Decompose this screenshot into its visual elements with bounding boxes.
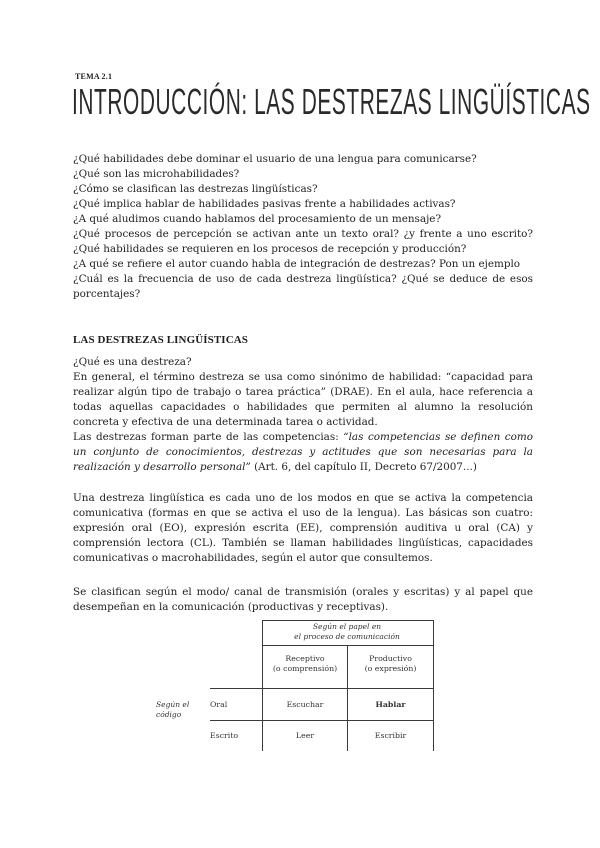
table-rule (210, 688, 434, 689)
cell-listen: Escuchar (286, 700, 324, 709)
column-header-line: (o comprensión) (272, 664, 338, 673)
definition-text: En general, el término destreza se usa como sinónimo de habilidad: “capacidad para realizar algún tipo de trabajo o tarea práctica” (DRAE). En el aula, hace referencia a todas aquellas capacidades o habilidades que permiten al alumno la resolución concreta y efectiva de una determinada tarea o actividad. (73, 371, 533, 428)
question-item: ¿Cuál es la frecuencia de uso de cada destreza lingüística? ¿Qué se deduce de esos porcentajes? (73, 273, 533, 300)
row-label-oral: Oral (210, 700, 228, 709)
skills-classification-table (150, 620, 440, 751)
table-caption-line: el proceso de comunicación (294, 632, 400, 641)
question-item: ¿Cómo se clasifican las destrezas lingüísticas? (73, 183, 318, 195)
row-group-label (156, 700, 189, 720)
question-item: ¿Qué habilidades debe dominar el usuario de una lengua para comunicarse? (73, 153, 477, 165)
table-rule (262, 645, 434, 646)
column-header-line: (o expresión) (364, 664, 417, 673)
section-heading: LAS DESTREZAS LINGÜÍSTICAS (73, 334, 248, 346)
definition-paragraph (73, 355, 533, 475)
cell-read: Leer (295, 731, 315, 740)
question-item: ¿A qué se refiere el autor cuando habla de integración de destrezas? Pon un ejemplo (73, 258, 521, 270)
competencies-intro: Las destrezas forman parte de las competencias: (73, 431, 344, 443)
question-item: ¿Qué son las microhabilidades? (73, 168, 240, 180)
question-item: ¿Qué implica hablar de habilidades pasivas frente a habilidades activas? (73, 198, 456, 210)
row-group-label-line: código (156, 710, 182, 719)
question-item: ¿A qué aludimos cuando hablamos del procesamiento de un mensaje? (73, 213, 442, 225)
column-header-line: Receptivo (285, 654, 325, 663)
competencies-source: (Art. 6, del capítulo II, Decreto 67/2007...) (250, 461, 477, 473)
row-label-written: Escrito (210, 731, 239, 740)
competencies-text (73, 430, 533, 475)
column-header-receptive (263, 654, 347, 674)
definition-question: ¿Qué es una destreza? (73, 356, 192, 368)
table-caption-line: Según el papel en (312, 622, 382, 631)
table-rule (433, 620, 434, 751)
column-header-productive (348, 654, 433, 674)
table-rule (262, 620, 434, 621)
table-rule (210, 720, 434, 721)
competencies-quote: “las competencias se definen como un conjunto de conocimientos, destrezas y actitudes que son necesarias para la realización y desarrollo personal” (73, 431, 533, 473)
cell-write: Escribir (374, 731, 407, 740)
table-caption (262, 622, 432, 642)
question-list (73, 152, 533, 302)
cell-speak: Hablar (375, 700, 406, 709)
page-title: INTRODUCCIÓN: LAS DESTREZAS LINGÜÍSTICAS (72, 81, 591, 122)
column-header-line: Productivo (369, 654, 412, 663)
linguistic-skill-paragraph: Una destreza lingüística es cada uno de los modos en que se activa la competencia comunicativa (formas en que se activa el uso de la lengua). Las básicas son cuatro: expresión oral (EO), expresión escrita (EE), comprensión auditiva u oral (CA) y comprensión lectora (CL). También se llaman habilidades lingüísticas, capacidades comunicativas o macrohabilidades, según el autor que consultemos. (73, 492, 533, 564)
row-group-label-line: Según el (156, 700, 190, 709)
classification-paragraph: Se clasifican según el modo/ canal de transmisión (orales y escritas) y al papel que desempeñan en la comunicación (productivas y receptivas). (73, 586, 533, 613)
topic-number: TEMA 2.1 (75, 72, 113, 81)
question-item: ¿Qué procesos de percepción se activan ante un texto oral? ¿y frente a uno escrito? ¿Qué habilidades se requieren en los procesos de recepción y producción? (73, 228, 533, 255)
